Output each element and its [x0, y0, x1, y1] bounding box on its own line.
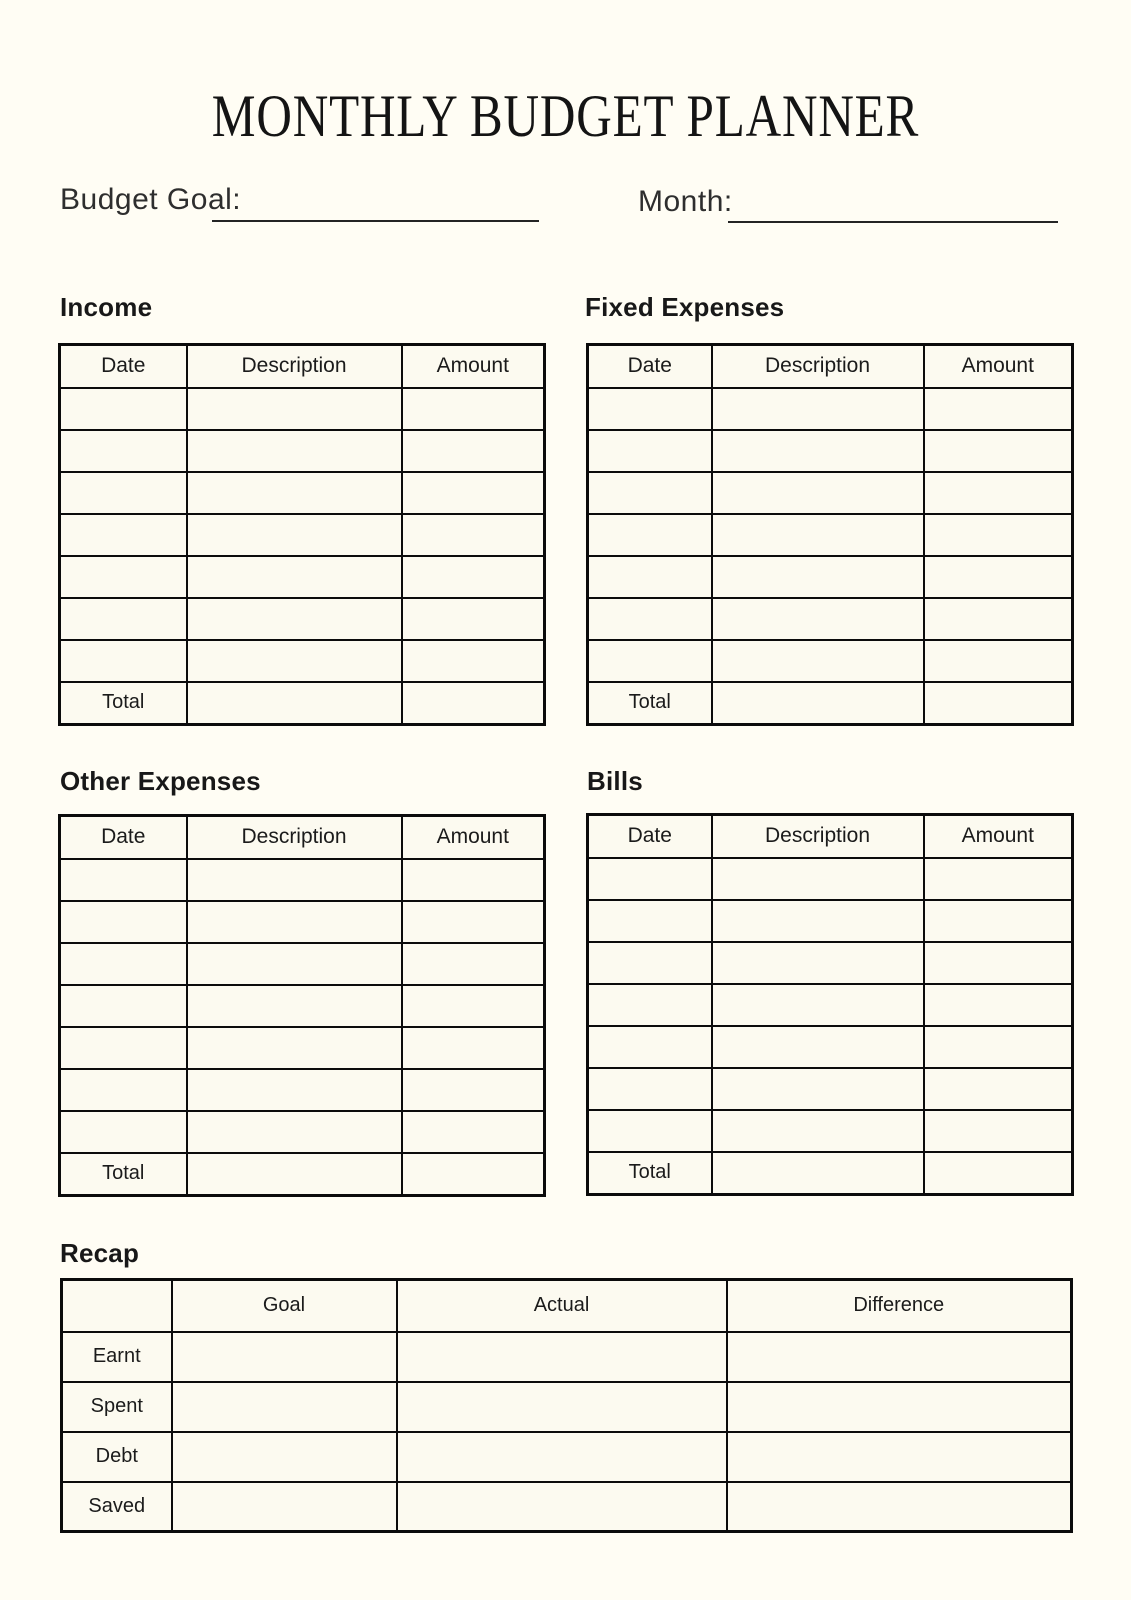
recap-column-header-goal: Goal: [172, 1280, 397, 1332]
empty-cell: [402, 901, 545, 943]
other-expenses-table: [58, 814, 546, 1197]
empty-cell: [712, 514, 924, 556]
empty-cell: [712, 1026, 924, 1068]
empty-entry-row: [60, 1111, 545, 1153]
income-table: [58, 343, 546, 726]
empty-cell: [60, 1027, 187, 1069]
empty-cell: [60, 985, 187, 1027]
empty-cell: [588, 1068, 712, 1110]
empty-cell: [187, 514, 402, 556]
recap-table: [60, 1278, 1073, 1533]
empty-cell: [187, 1069, 402, 1111]
empty-cell: [60, 640, 187, 682]
empty-entry-row: [60, 472, 545, 514]
column-header-amount: Amount: [924, 345, 1073, 388]
empty-entry-row: [588, 472, 1073, 514]
fixed-expenses-table: [586, 343, 1074, 726]
empty-entry-row: [60, 640, 545, 682]
table-header-row: [60, 345, 545, 388]
empty-entry-row: [60, 1069, 545, 1111]
empty-cell: [727, 1332, 1072, 1382]
column-header-description: Description: [712, 815, 924, 858]
empty-cell: [402, 943, 545, 985]
column-header-description: Description: [187, 345, 402, 388]
empty-cell: [588, 556, 712, 598]
recap-row-spent: [62, 1382, 1072, 1432]
empty-cell: [172, 1432, 397, 1482]
empty-cell: [172, 1332, 397, 1382]
total-label-cell: Total: [60, 1153, 187, 1196]
empty-entry-row: [60, 985, 545, 1027]
empty-cell: [402, 430, 545, 472]
recap-row-debt: [62, 1432, 1072, 1482]
month-blank-line: [728, 221, 1058, 223]
total-row: [588, 1152, 1073, 1195]
empty-cell: [402, 640, 545, 682]
total-value-cell: [187, 1153, 402, 1196]
empty-cell: [402, 1027, 545, 1069]
empty-cell: [712, 388, 924, 430]
empty-cell: [924, 900, 1073, 942]
empty-cell: [187, 859, 402, 901]
empty-cell: [402, 1069, 545, 1111]
column-header-description: Description: [712, 345, 924, 388]
empty-cell: [397, 1482, 727, 1532]
bills-heading: Bills: [587, 766, 643, 796]
empty-cell: [712, 640, 924, 682]
empty-cell: [187, 640, 402, 682]
empty-entry-row: [588, 1110, 1073, 1152]
empty-cell: [588, 598, 712, 640]
empty-cell: [727, 1382, 1072, 1432]
empty-cell: [187, 901, 402, 943]
empty-entry-row: [60, 901, 545, 943]
empty-entry-row: [588, 640, 1073, 682]
total-label-cell: Total: [60, 682, 187, 725]
bills-table: [586, 813, 1074, 1196]
column-header-date: Date: [60, 345, 187, 388]
empty-entry-row: [588, 598, 1073, 640]
empty-cell: [397, 1432, 727, 1482]
empty-cell: [712, 556, 924, 598]
table-header-row: [60, 816, 545, 859]
empty-cell: [588, 942, 712, 984]
empty-cell: [60, 1069, 187, 1111]
recap-row-label: Debt: [62, 1432, 172, 1482]
empty-cell: [727, 1482, 1072, 1532]
empty-cell: [187, 1111, 402, 1153]
empty-entry-row: [60, 943, 545, 985]
empty-cell: [187, 943, 402, 985]
empty-cell: [924, 514, 1073, 556]
empty-cell: [402, 1111, 545, 1153]
total-label-cell: Total: [588, 682, 712, 725]
empty-cell: [588, 900, 712, 942]
empty-cell: [187, 985, 402, 1027]
total-label-cell: Total: [588, 1152, 712, 1195]
column-header-date: Date: [60, 816, 187, 859]
empty-cell: [924, 556, 1073, 598]
empty-cell: [402, 514, 545, 556]
total-value-cell: [924, 682, 1073, 725]
column-header-date: Date: [588, 815, 712, 858]
empty-cell: [924, 640, 1073, 682]
empty-cell: [187, 388, 402, 430]
empty-cell: [712, 472, 924, 514]
recap-header-row: [62, 1280, 1072, 1332]
column-header-amount: Amount: [924, 815, 1073, 858]
empty-cell: [588, 388, 712, 430]
empty-entry-row: [588, 858, 1073, 900]
empty-cell: [588, 640, 712, 682]
empty-cell: [588, 430, 712, 472]
total-value-cell: [712, 682, 924, 725]
column-header-description: Description: [187, 816, 402, 859]
empty-cell: [402, 388, 545, 430]
budget-goal-label: Budget Goal:: [60, 183, 242, 216]
total-value-cell: [924, 1152, 1073, 1195]
recap-row-saved: [62, 1482, 1072, 1532]
other-expenses-heading: Other Expenses: [60, 766, 261, 796]
empty-cell: [588, 1110, 712, 1152]
total-value-cell: [712, 1152, 924, 1195]
total-row: [60, 682, 545, 725]
empty-cell: [712, 942, 924, 984]
empty-cell: [397, 1332, 727, 1382]
recap-row-label: Saved: [62, 1482, 172, 1532]
empty-cell: [712, 900, 924, 942]
empty-cell: [712, 430, 924, 472]
empty-cell: [60, 388, 187, 430]
column-header-amount: Amount: [402, 345, 545, 388]
recap-heading: Recap: [60, 1238, 140, 1268]
empty-cell: [588, 984, 712, 1026]
empty-cell: [60, 556, 187, 598]
fixed-expenses-heading: Fixed Expenses: [585, 292, 785, 322]
empty-cell: [712, 858, 924, 900]
empty-cell: [60, 430, 187, 472]
empty-cell: [60, 1111, 187, 1153]
empty-entry-row: [60, 556, 545, 598]
empty-entry-row: [60, 388, 545, 430]
table-header-row: [588, 815, 1073, 858]
empty-entry-row: [60, 1027, 545, 1069]
empty-entry-row: [588, 942, 1073, 984]
empty-cell: [588, 514, 712, 556]
empty-cell: [924, 1026, 1073, 1068]
empty-cell: [712, 1110, 924, 1152]
column-header-amount: Amount: [402, 816, 545, 859]
income-heading: Income: [60, 292, 153, 322]
empty-cell: [588, 858, 712, 900]
empty-entry-row: [60, 430, 545, 472]
total-value-cell: [402, 682, 545, 725]
empty-cell: [924, 598, 1073, 640]
table-header-row: [588, 345, 1073, 388]
empty-cell: [712, 598, 924, 640]
total-value-cell: [187, 682, 402, 725]
empty-cell: [924, 984, 1073, 1026]
empty-cell: [924, 1110, 1073, 1152]
recap-row-earnt: [62, 1332, 1072, 1382]
empty-cell: [60, 943, 187, 985]
total-value-cell: [402, 1153, 545, 1196]
empty-cell: [402, 985, 545, 1027]
column-header-date: Date: [588, 345, 712, 388]
recap-column-header-actual: Actual: [397, 1280, 727, 1332]
empty-entry-row: [588, 514, 1073, 556]
recap-row-label: Earnt: [62, 1332, 172, 1382]
month-label: Month:: [638, 185, 733, 218]
empty-cell: [402, 859, 545, 901]
empty-cell: [60, 514, 187, 556]
empty-cell: [172, 1382, 397, 1432]
empty-cell: [172, 1482, 397, 1532]
empty-cell: [712, 1068, 924, 1110]
empty-entry-row: [588, 556, 1073, 598]
empty-cell: [60, 901, 187, 943]
recap-column-header-difference: Difference: [727, 1280, 1072, 1332]
empty-cell: [924, 430, 1073, 472]
empty-cell: [588, 1026, 712, 1068]
empty-cell: [187, 598, 402, 640]
empty-cell: [402, 472, 545, 514]
empty-cell: [402, 556, 545, 598]
empty-cell: [60, 472, 187, 514]
page-title: MONTHLY BUDGET PLANNER: [211, 83, 920, 149]
empty-entry-row: [60, 514, 545, 556]
empty-entry-row: [588, 388, 1073, 430]
empty-cell: [187, 430, 402, 472]
empty-cell: [397, 1382, 727, 1432]
empty-entry-row: [60, 598, 545, 640]
empty-entry-row: [588, 1026, 1073, 1068]
empty-cell: [924, 1068, 1073, 1110]
empty-cell: [924, 942, 1073, 984]
total-row: [60, 1153, 545, 1196]
empty-cell: [924, 472, 1073, 514]
recap-row-label: Spent: [62, 1382, 172, 1432]
total-row: [588, 682, 1073, 725]
empty-cell: [924, 858, 1073, 900]
empty-cell: [187, 472, 402, 514]
recap-corner-cell: [62, 1280, 172, 1332]
empty-entry-row: [588, 900, 1073, 942]
empty-cell: [727, 1432, 1072, 1482]
budget-goal-blank-line: [212, 220, 539, 222]
empty-cell: [60, 598, 187, 640]
empty-cell: [60, 859, 187, 901]
empty-entry-row: [588, 984, 1073, 1026]
empty-entry-row: [60, 859, 545, 901]
empty-cell: [187, 556, 402, 598]
empty-entry-row: [588, 1068, 1073, 1110]
empty-cell: [187, 1027, 402, 1069]
empty-cell: [402, 598, 545, 640]
empty-cell: [588, 472, 712, 514]
empty-cell: [712, 984, 924, 1026]
empty-cell: [924, 388, 1073, 430]
empty-entry-row: [588, 430, 1073, 472]
